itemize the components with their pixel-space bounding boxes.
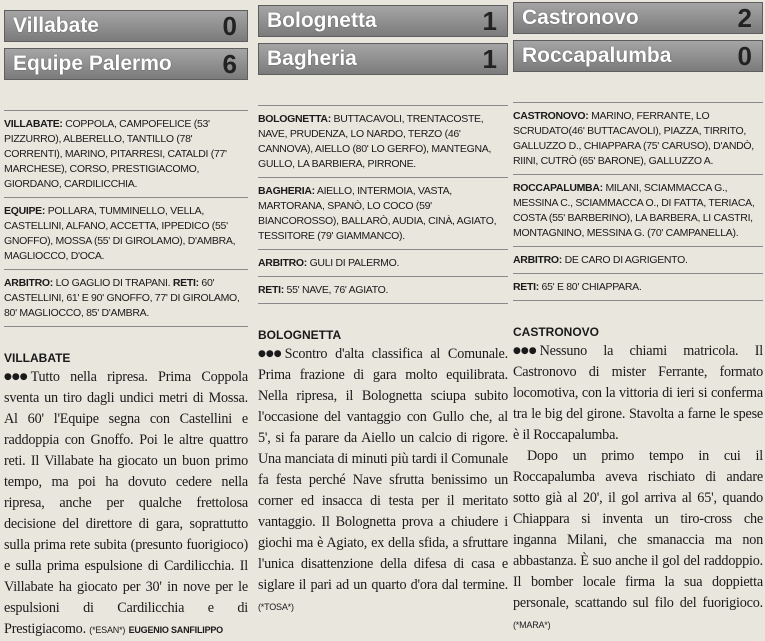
- story-body: [258, 344, 508, 618]
- away-team-name: Bagheria: [267, 47, 357, 70]
- story-body: [513, 341, 763, 636]
- story-signature-tag: (*TOSA*): [258, 602, 294, 612]
- match-column-bolognetta: [258, 0, 508, 612]
- lineup-players: COPPOLA, CAMPOFELICE (53' PIZZURRO), ALBERELLO, TANTILLO (78' CORRENTI), MARINO, PITARRESI, CATALDI (77' MARCHESE), CORSO, PRESTIGIACOMO, GIORDANO, CARDILICCHIA.: [4, 118, 227, 190]
- referee-label: ARBITRO:: [4, 277, 53, 289]
- story-author: EUGENIO SANFILIPPO: [128, 625, 223, 635]
- referee-name: LO GAGLIO DI TRAPANI.: [55, 277, 171, 289]
- lineup-team-label: CASTRONOVO:: [513, 110, 589, 122]
- story-paragraph: Nessuno la chiami matricola. Il Castronovo di mister Ferrante, formato locomotiva, con la vittoria di ieri si conferma tra le big del girone. Stavolta a farne le spese è il Roccapalumba.: [513, 343, 763, 443]
- lineup-home: [513, 102, 763, 175]
- lineup-home: [4, 110, 248, 198]
- scoreline-away: [4, 48, 248, 80]
- home-team-goals: 2: [737, 3, 752, 33]
- story-paragraph-2: [513, 446, 763, 636]
- story-bullet-dots: ●●●: [4, 372, 28, 382]
- home-team-name: Villabate: [13, 14, 99, 37]
- home-team-goals: 0: [222, 11, 237, 41]
- scoreline-home: [513, 2, 763, 34]
- lineup-away: [258, 178, 508, 250]
- referee-name: DE CARO DI AGRIGENTO.: [564, 254, 688, 266]
- lineup-away: [513, 175, 763, 247]
- story-body: [4, 367, 248, 641]
- lineup-away: [4, 198, 248, 270]
- scoreline-away: [258, 43, 508, 75]
- lineup-team-label: BOLOGNETTA:: [258, 113, 331, 125]
- story-signature-tag: (*MARA*): [513, 620, 551, 630]
- lineup-players: AIELLO, INTERMOIA, VASTA, MARTORANA, SPANÒ, LO COCO (59' BIANCOROSSO), BALLARÒ, AUDIA, CINÀ, AGIATO, TESSITORE (79' GIAMMANCO).: [258, 185, 497, 242]
- lineup-players: BUTTACAVOLI, TRENTACOSTE, NAVE, PRUDENZA, LO NARDO, TERZO (46' CANNOVA), AIELLO (80' LO GERFO), MANTEGNA, GULLO, LA BARBIERA, PIRRONE.: [258, 113, 492, 170]
- home-team-goals: 1: [482, 6, 497, 36]
- referee-name: GULI DI PALERMO.: [309, 257, 400, 269]
- goals-list: 55' NAVE, 76' AGIATO.: [286, 284, 389, 296]
- story-bullet-dots: ●●●: [258, 349, 282, 359]
- home-team-name: Bolognetta: [267, 9, 377, 32]
- scoreline-home: [4, 10, 248, 42]
- referee-line: [513, 247, 763, 274]
- away-team-name: Roccapalumba: [522, 44, 672, 67]
- story-paragraph: Dopo un primo tempo in cui il Roccapalumba aveva rischiato di andare sotto già al 20', il gol arriva al 65', quando Chiappara si inventa un tiro-cross che inganna Milani, che smanaccia ma non abbastanza. È suo anche il gol del raddoppio. Il bomber locale firma la sua doppietta personale, scattando sul filo del fuorigioco.: [513, 448, 763, 611]
- lineup-team-label: VILLABATE:: [4, 118, 63, 130]
- away-team-goals: 0: [737, 41, 752, 71]
- lineup-team-label: ROCCAPALUMBA:: [513, 182, 603, 194]
- referee-label: ARBITRO:: [513, 254, 562, 266]
- goals-list: 60' CASTELLINI, 61' E 90' GNOFFO, 77' DI GIROLAMO, 80' MAGLIOCCO, 85' D'AMBRA.: [4, 277, 240, 319]
- goals-line: [258, 277, 508, 304]
- referee-label: ARBITRO:: [258, 257, 307, 269]
- away-team-goals: 6: [222, 49, 237, 79]
- lineup-players: MILANI, SCIAMMACCA G., MESSINA C., SCIAMMACCA O., DI FATTA, TERIACA, COSTA (55' BARBERINO), LA BARBERA, LI CASTRI, MONTAGNINO, MESSINA G. (70' CAMPANELLA).: [513, 182, 755, 239]
- story-title: CASTRONOVO: [513, 325, 600, 339]
- lineup-team-label: EQUIPE:: [4, 205, 46, 217]
- lineup-players: MARINO, FERRANTE, LO SCRUDATO(46' BUTTACAVOLI), PIAZZA, TIRRITO, GALLUZZO D., CHIAPPARA (75' CARUSO), D'ANDÒ, RIINI, CUTRÒ (65' BARONE), GALLUZZO A.: [513, 110, 754, 167]
- match-column-castronovo: [513, 0, 763, 630]
- story-paragraph: Scontro d'alta classifica al Comunale. Prima frazione di gara molto equilibrata. Nella ripresa, il Bolognetta sciupa subito l'occasione del vantaggio con Gullo che, al 5', si fa parare da Aiello un calcio di rigore. Una manciata di minuti più tardi il Comunale fa festa perché Nave sfrutta benissimo un corner ed insacca di testa per il meritato vantaggio. Il Bolognetta prova a chiudere i giochi ma è Agiato, ex della sfida, a sfruttare l'unica disattenzione della difesa di casa e siglare il pari ad un quarto d'ora dal termine.: [258, 346, 508, 593]
- goals-label: RETI:: [172, 277, 199, 289]
- away-team-name: Equipe Palermo: [13, 52, 172, 75]
- scoreline-away: [513, 40, 763, 72]
- story-title: VILLABATE: [4, 351, 71, 365]
- story-signature-tag: (*ESAN*): [89, 625, 126, 635]
- story-paragraph-1: [513, 341, 763, 446]
- goals-list: 65' E 80' CHIAPPARA.: [541, 281, 642, 293]
- story-paragraph: Tutto nella ripresa. Prima Coppola sventa un tiro dagli undici metri di Mossa. Al 60' l'Equipe segna con Castellini e raddoppia con Gnoffo. Poi le altre quattro reti. Il Villabate ha giocato un buon primo tempo, ma poi ha dovuto cedere nella ripresa, anche per qualche frettolosa decisione del direttore di gara, soprattutto sulla prima rete subita (presunto fuorigioco) e sulla prima espulsione di Cardilicchia. Il Villabate ha giocato per 30' in nove per le espulsioni di Cardilicchia e di Prestigiacomo.: [4, 369, 248, 637]
- home-team-name: Castronovo: [522, 6, 639, 29]
- goals-label: RETI:: [258, 284, 284, 296]
- goals-label: RETI:: [513, 281, 539, 293]
- lineup-players: POLLARA, TUMMINELLO, VELLA, CASTELLINI, ALFANO, ACCETTA, IPPEDICO (55' GNOFFO), MOSSA (55' DI GIROLAMO), D'AMBRA, MAGLIOCCO, D'OCA.: [4, 205, 236, 262]
- story-title: BOLOGNETTA: [258, 328, 342, 342]
- scoreline-home: [258, 5, 508, 37]
- lineup-home: [258, 105, 508, 178]
- match-column-villabate: [4, 0, 248, 637]
- goals-line: [513, 274, 763, 301]
- lineup-team-label: BAGHERIA:: [258, 185, 315, 197]
- story-bullet-dots: ●●●: [513, 346, 537, 356]
- away-team-goals: 1: [482, 44, 497, 74]
- referee-line: [258, 250, 508, 277]
- referee-and-goals: [4, 270, 248, 327]
